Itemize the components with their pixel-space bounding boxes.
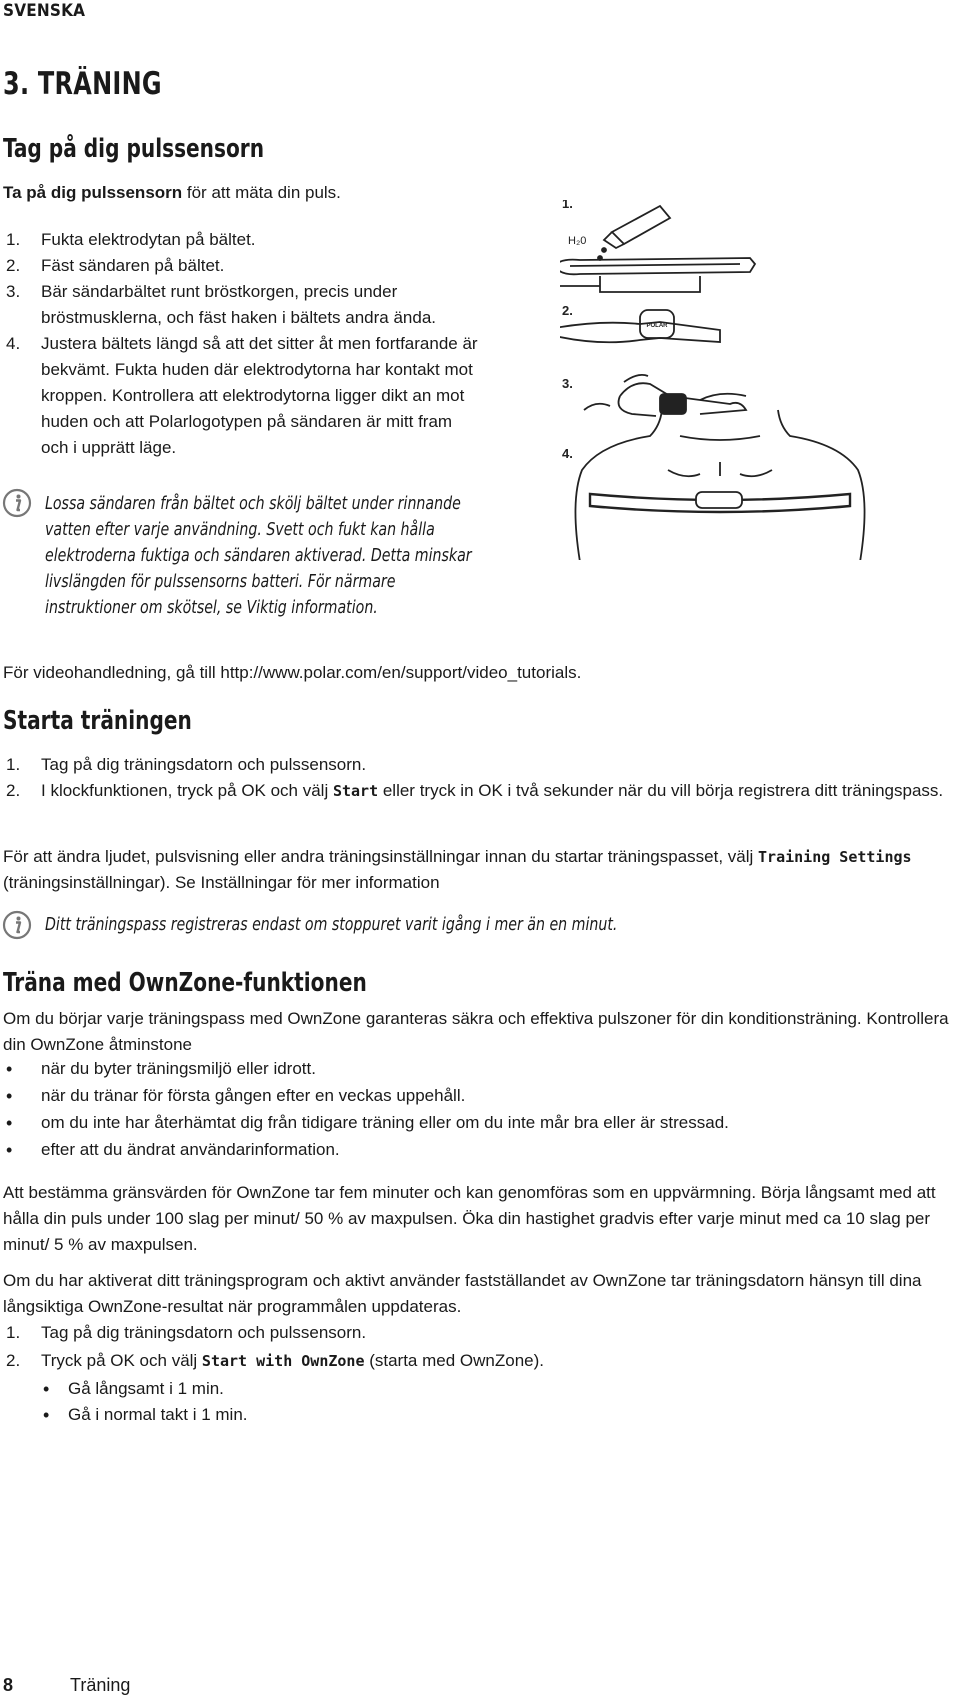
info-icon	[2, 910, 32, 940]
menu-item-start: Start	[332, 782, 379, 800]
figure-label-4: 4.	[562, 446, 573, 461]
care-note: Lossa sändaren från bältet och skölj bältet under rinnande vatten efter varje användning. Svett och fukt kan hålla elektroderna fuktiga och sändaren aktiverad. Detta minskar livslängden för pulssensorns batteri. För närmare instruktioner om skötsel, se Viktig information.	[45, 494, 472, 618]
step-number: 2.	[6, 1351, 21, 1370]
list-item	[3, 279, 478, 331]
figure-label-3: 3.	[562, 376, 573, 391]
hands-drawing	[584, 375, 746, 416]
figure-label-2: 2.	[562, 303, 573, 318]
list-item	[3, 778, 953, 804]
language-label: SVENSKA	[3, 1, 86, 21]
section-title-heart-sensor: Tag på dig pulssensorn	[3, 134, 265, 164]
torso-drawing	[575, 410, 864, 560]
step-text: Tryck på OK och välj	[41, 1351, 202, 1370]
step-number: 1.	[6, 1323, 21, 1342]
step-text: Tag på dig träningsdatorn och pulssensorn.	[41, 1323, 367, 1342]
step-text: Bär sändarbältet runt bröstkorgen, precis under bröstmusklerna, och fäst haken i bältets andra ända.	[41, 282, 437, 327]
list-item	[3, 1083, 953, 1109]
bullet: •	[6, 1086, 13, 1106]
page-number: 8	[3, 1675, 14, 1695]
step-number: 4.	[6, 334, 21, 353]
bullet-text: Gå långsamt i 1 min.	[68, 1379, 224, 1398]
list-item	[3, 1110, 953, 1136]
step-text: Fäst sändaren på bältet.	[41, 256, 225, 275]
bullet-text: när du tränar för första gången efter en veckas uppehåll.	[41, 1086, 466, 1105]
step-number: 2.	[6, 781, 21, 800]
intro-rest: för att mäta din puls.	[182, 183, 341, 202]
list-item	[40, 1376, 940, 1402]
menu-item-training-settings: Training Settings	[758, 848, 912, 866]
bullet: •	[43, 1405, 50, 1425]
ownzone-intro: Om du börjar varje träningspass med OwnZone garanteras säkra och effektiva pulszoner för din konditionsträning. Kontrollera din OwnZone åtminstone	[3, 1009, 949, 1054]
paragraph-text: För att ändra ljudet, pulsvisning eller andra träningsinställningar innan du startar träningspasset, välj	[3, 847, 759, 866]
step-number: 1.	[6, 755, 21, 774]
step-text: Justera bältets längd så att det sitter åt men fortfarande är bekvämt. Fukta huden där elektrodytorna har kontakt mot kroppen. Kontrollera att elektrodytorna ligger dikt an mot huden och att Polarlogotypen på sändaren är mitt fram och i upprätt läge.	[41, 334, 478, 457]
section-title-start-training: Starta träningen	[3, 706, 192, 736]
paragraph-text: (träningsinställningar). Se Inställningar för mer information	[3, 873, 440, 892]
chapter-title: 3. TRÄNING	[3, 66, 162, 102]
list-item	[3, 752, 953, 778]
step-text: (starta med OwnZone).	[364, 1351, 544, 1370]
list-item	[3, 1348, 953, 1374]
figure-label-1: 1.	[562, 200, 573, 211]
ownzone-paragraph-1: Att bestämma gränsvärden för OwnZone tar fem minuter och kan genomföras som en uppvärmning. Börja långsamt med att hålla din puls under 100 slag per minut/ 50 % av maxpulsen. Öka din hastighet gradvis efter varje minut med ca 10 slag per minut/ 5 % av maxpulsen.	[3, 1183, 936, 1254]
ownzone-sub-bullets	[40, 1376, 940, 1428]
heart-sensor-figure	[560, 200, 960, 560]
menu-item-start-with-ownzone: Start with OwnZone	[201, 1352, 365, 1370]
step-text: eller tryck in OK i två sekunder när du vill börja registrera ditt träningspass.	[378, 781, 944, 800]
bullet: •	[6, 1059, 13, 1079]
step-text: I klockfunktionen, tryck på OK och välj	[41, 781, 333, 800]
list-item	[3, 1056, 953, 1082]
ownzone-steps	[3, 1320, 953, 1374]
list-item	[3, 1137, 953, 1163]
ownzone-paragraph-2: Om du har aktiverat ditt träningsprogram och aktivt använder fastställandet av OwnZone tar träningsdatorn hänsyn till dina långsiktiga OwnZone-resultat när programmålen uppdateras.	[3, 1271, 922, 1316]
section1-intro	[3, 180, 523, 206]
step-number: 2.	[6, 256, 21, 275]
transmitter-drawing	[560, 310, 720, 342]
step-number: 3.	[6, 282, 21, 301]
section-title-ownzone: Träna med OwnZone-funktionen	[3, 968, 367, 998]
strap-drawing	[560, 258, 755, 292]
water-bottle-drawing	[598, 206, 670, 260]
stopwatch-note: Ditt träningspass registreras endast om stoppuret varit igång i mer än en minut.	[45, 915, 618, 935]
list-item	[40, 1402, 940, 1428]
bullet: •	[43, 1379, 50, 1399]
section1-steps	[3, 227, 478, 461]
section2-steps	[3, 752, 953, 804]
list-item	[3, 331, 478, 461]
footer-chapter-label: Träning	[70, 1675, 131, 1695]
info-icon	[2, 488, 32, 518]
video-tutorial-text: För videohandledning, gå till http://www.polar.com/en/support/video_tutorials.	[3, 663, 582, 682]
water-label: H₂0	[568, 235, 587, 247]
list-item	[3, 227, 478, 253]
list-item	[3, 253, 478, 279]
step-text: Fukta elektrodytan på bältet.	[41, 230, 256, 249]
bullet-text: om du inte har återhämtat dig från tidigare träning eller om du inte mår bra eller är stressad.	[41, 1113, 729, 1132]
bullet: •	[6, 1140, 13, 1160]
step-text: Tag på dig träningsdatorn och pulssensorn.	[41, 755, 367, 774]
intro-bold: Ta på dig pulssensorn	[3, 183, 183, 202]
bullet-text: när du byter träningsmiljö eller idrott.	[41, 1059, 316, 1078]
training-settings-paragraph	[3, 844, 953, 896]
bullet: •	[6, 1113, 13, 1133]
ownzone-bullets	[3, 1056, 953, 1163]
bullet-text: efter att du ändrat användarinformation.	[41, 1140, 340, 1159]
bullet-text: Gå i normal takt i 1 min.	[68, 1405, 248, 1424]
polar-logo: POLAR	[646, 323, 668, 329]
list-item	[3, 1320, 953, 1346]
step-number: 1.	[6, 230, 21, 249]
